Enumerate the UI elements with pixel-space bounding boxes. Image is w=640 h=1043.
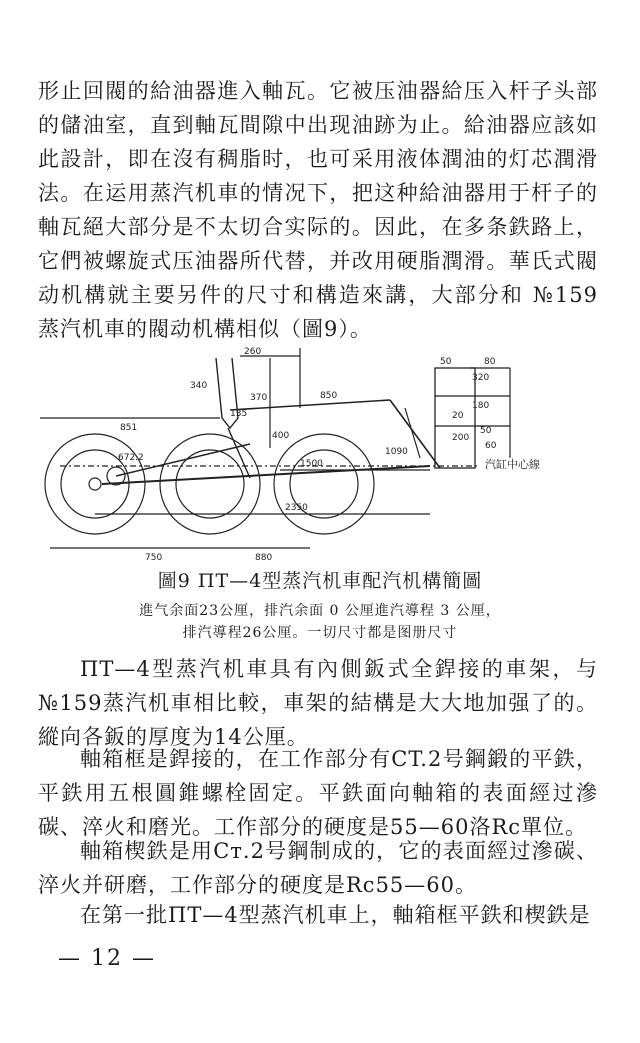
dim-400: 400 (272, 431, 290, 441)
valve-gear-drawing (40, 338, 600, 568)
dim-340: 340 (190, 381, 208, 391)
driving-wheel-2 (160, 434, 260, 534)
dim-135: 135 (230, 409, 248, 419)
figure-note-line1: 進气余面23公厘，排汽余面 0 公厘進汽導程 3 公厘， (139, 603, 501, 619)
dim-1090: 1090 (385, 447, 408, 457)
paragraph-1: 形止回閥的給油器進入軸瓦。它被压油器給压入杆子头部的儲油室，直到軸瓦間隙中出现油跡为止。給油器应該如此設計，即在沒有稠脂时，也可采用液体潤油的灯芯潤滑法。在运用蒸汽机車的情况下，把这种給油器用于杆子的軸瓦絕大部分是不太切合实际的。因此，在多条鉄路上，它們被螺旋式压油器所代替，并改用硬脂潤滑。華氏式閥动机構就主要另件的尺寸和構造來講，大部分和 №159 蒸汽机車的閥动机構相似（圖9）。 (38, 79, 598, 341)
dim-850: 850 (320, 391, 338, 401)
dim-80: 80 (484, 357, 496, 367)
dim-750: 750 (145, 553, 163, 563)
dim-672: 672.2 (118, 453, 144, 463)
dim-20: 20 (452, 411, 464, 421)
dim-180: 180 (472, 401, 490, 411)
centerline-label: 汽缸中心線 (485, 458, 540, 471)
driving-wheel-3 (274, 434, 374, 534)
figure-caption: 圖9 ПТ—4型蒸汽机車配汽机構簡圖 (157, 570, 483, 592)
dim-60: 60 (485, 441, 497, 451)
dim-260: 260 (244, 347, 262, 357)
dim-370: 370 (250, 393, 268, 403)
valve-gear-diagram (40, 338, 600, 568)
paragraph-3: 軸箱框是銲接的，在工作部分有CT.2号鋼鍛的平鉄，平鉄用五根圓錐螺栓固定。平鉄面向軸箱的表面經过滲碳、淬火和磨光。工作部分的硬度是55—60洛Rc單位。 (38, 747, 598, 839)
dim-2350: 2350 (285, 503, 308, 513)
dim-1500: 1500 (300, 459, 323, 469)
dim-50a: 50 (440, 357, 452, 367)
dim-320: 320 (472, 373, 490, 383)
figure-note-line2: 排汽導程26公厘。一切尺寸都是图册尺寸 (182, 625, 458, 641)
paragraph-2: ПТ—4型蒸汽机車具有內側鈑式全銲接的車架，与№159蒸汽机車相比較，車架的結構是大大地加强了的。縱向各鈑的厚度为14公厘。 (38, 657, 598, 749)
dim-851: 851 (120, 423, 138, 433)
dim-880: 880 (255, 553, 273, 563)
page-number: — 12 — (58, 946, 156, 971)
paragraph-4: 軸箱楔鉄是用Cт.2号鋼制成的，它的表面經过滲碳、淬火并研磨，工作部分的硬度是Rc55—60。 (38, 839, 598, 897)
dim-50b: 50 (480, 426, 492, 436)
driving-wheel-1 (45, 434, 145, 534)
paragraph-5: 在第一批ПТ—4型蒸汽机車上，軸箱框平鉄和楔鉄是 (80, 903, 591, 927)
dim-200: 200 (452, 433, 470, 443)
